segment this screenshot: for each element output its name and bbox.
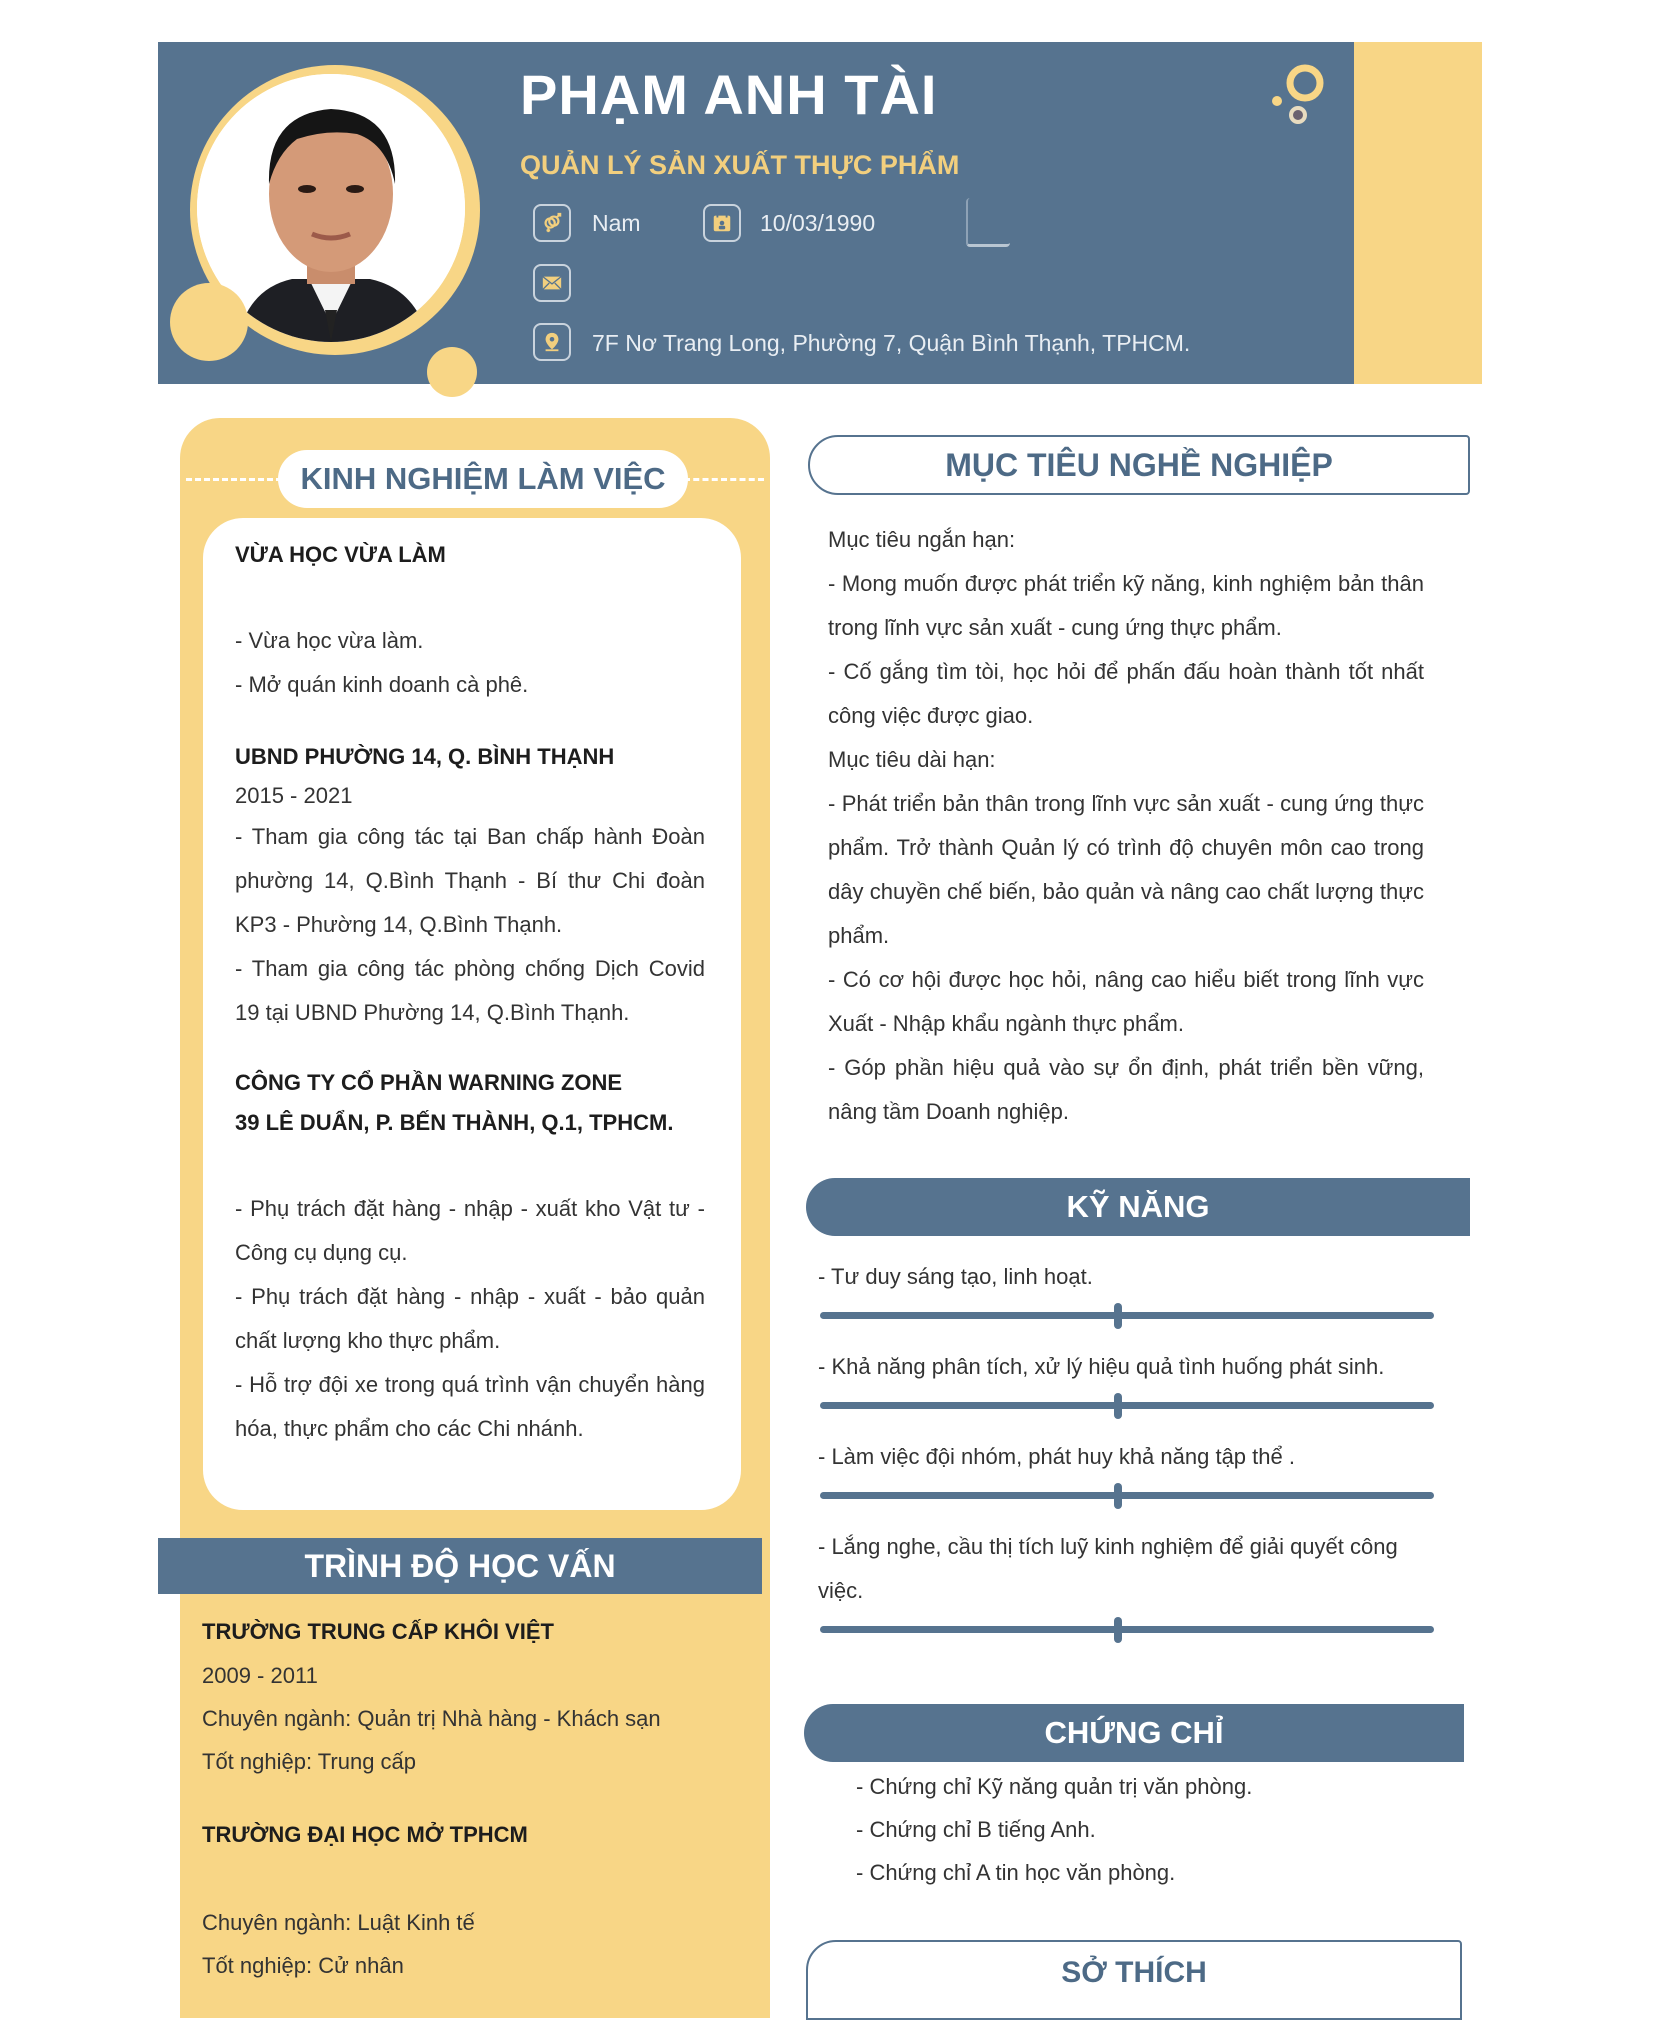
study-period: 2009 - 2011 [202,1663,318,1688]
certificates-list [856,1765,1416,1894]
long-term-label: Mục tiêu dài hạn: [828,747,996,772]
hobbies-section-title: SỞ THÍCH [806,1940,1462,2020]
decor-circle-large [170,283,248,361]
company-name: CÔNG TY CỔ PHẦN WARNING ZONE [235,1070,623,1095]
birthdate-value: 10/03/1990 [760,210,876,236]
degree: Tốt nghiệp: Trung cấp [202,1749,417,1774]
duty-line: - Phụ trách đặt hàng - nhập - xuất kho Vật tư - Công cụ dụng cụ. [235,1196,705,1265]
skills-list [818,1255,1434,1647]
school-name: TRƯỜNG TRUNG CẤP KHÔI VIỆT [202,1619,554,1644]
calendar-icon [703,204,741,242]
company-address: 39 LÊ DUẨN, P. BẾN THÀNH, Q.1, TPHCM. [235,1110,674,1135]
career-goal-section-title: MỤC TIÊU NGHỀ NGHIỆP [808,435,1470,495]
skill-level-bar [818,1613,1434,1647]
company-name: VỪA HỌC VỪA LÀM [235,542,446,567]
duty-line: - Vừa học vừa làm. [235,628,424,653]
skill-level-bar [818,1389,1434,1423]
company-name: UBND PHƯỜNG 14, Q. BÌNH THẠNH [235,744,615,769]
skill-item [818,1525,1434,1647]
skill-label: - Lắng nghe, cầu thị tích luỹ kinh nghiệm để giải quyết công việc. [818,1534,1398,1603]
education-section-title: TRÌNH ĐỘ HỌC VẤN [158,1538,762,1594]
certificates-section-title: CHỨNG CHỈ [804,1704,1464,1762]
redacted-period [202,1857,742,1901]
duty-line: - Mở quán kinh doanh cà phê. [235,672,529,697]
education-list [202,1610,742,1987]
gender-value: Nam [592,210,641,236]
experience-section-title: KINH NGHIỆM LÀM VIỆC [278,450,688,508]
bubbles-decoration-icon [1268,60,1328,130]
certificate-item: - Chứng chỉ A tin học văn phòng. [856,1860,1176,1885]
work-period: 2015 - 2021 [235,783,353,808]
gender-icon [533,204,571,242]
address-value: 7F Nơ Trang Long, Phường 7, Quận Bình Thạnh, TPHCM. [592,330,1191,356]
decor-circle-small [427,347,477,397]
skill-label: - Làm việc đội nhóm, phát huy khả năng tập thể . [818,1444,1295,1469]
header-accent-strip [1354,42,1482,384]
certificate-item: - Chứng chỉ B tiếng Anh. [856,1817,1096,1842]
duty-line: - Tham gia công tác tại Ban chấp hành Đoàn phường 14, Q.Bình Thạnh - Bí thư Chi đoàn KP3 - Phường 14, Q.Bình Thạnh. [235,824,705,937]
education-item [202,1610,742,1783]
skill-level-marker [1114,1393,1122,1419]
phone-icon-redacted [966,198,1010,247]
duty-line: - Hỗ trợ đội xe trong quá trình vận chuyển hàng hóa, thực phẩm cho các Chi nhánh. [235,1372,705,1441]
skill-level-marker [1114,1483,1122,1509]
candidate-name: PHẠM ANH TÀI [520,63,938,126]
goal-line: - Có cơ hội được học hỏi, nâng cao hiểu biết trong lĩnh vực Xuất - Nhập khẩu ngành thực phẩm. [828,967,1424,1036]
career-goal-content [828,518,1424,1134]
skill-label: - Tư duy sáng tạo, linh hoạt. [818,1264,1093,1289]
goal-line: - Mong muốn được phát triển kỹ năng, kinh nghiệm bản thân trong lĩnh vực sản xuất - cung ứng thực phẩm. [828,571,1424,640]
school-name: TRƯỜNG ĐẠI HỌC MỞ TPHCM [202,1822,528,1847]
skill-level-bar [818,1479,1434,1513]
duty-line: - Tham gia công tác phòng chống Dịch Covid 19 tại UBND Phường 14, Q.Bình Thạnh. [235,956,705,1025]
skill-level-marker [1114,1303,1122,1329]
major: Chuyên ngành: Luật Kinh tế [202,1910,475,1935]
redacted-period [235,1143,705,1187]
certificate-item: - Chứng chỉ Kỹ năng quản trị văn phòng. [856,1774,1253,1799]
job-title: QUẢN LÝ SẢN XUẤT THỰC PHẨM [520,150,960,180]
skill-level-bar [818,1299,1434,1333]
title-dash-right [684,478,764,481]
email-icon [533,264,571,302]
major: Chuyên ngành: Quản trị Nhà hàng - Khách sạn [202,1706,661,1731]
goal-line: - Cố gắng tìm tòi, học hỏi để phấn đấu hoàn thành tốt nhất công việc được giao. [828,659,1424,728]
duty-line: - Phụ trách đặt hàng - nhập - xuất - bảo quản chất lượng kho thực phẩm. [235,1284,705,1353]
goal-line: - Phát triển bản thân trong lĩnh vực sản xuất - cung ứng thực phẩm. Trở thành Quản lý có trình độ chuyên môn cao trong dây chuyền chế biến, bảo quản và nâng cao chất lượng thực phẩm. [828,791,1424,948]
experience-item [235,535,705,707]
goal-line: - Góp phần hiệu quả vào sự ổn định, phát triển bền vững, nâng tầm Doanh nghiệp. [828,1055,1424,1124]
redacted-period [235,575,705,619]
title-dash-left [186,478,282,481]
skill-item [818,1255,1434,1333]
experience-list [235,535,705,1451]
short-term-label: Mục tiêu ngắn hạn: [828,527,1016,552]
skill-item [818,1435,1434,1513]
education-item [202,1813,742,1987]
skill-level-marker [1114,1617,1122,1643]
skills-section-title: KỸ NĂNG [806,1178,1470,1236]
skill-item [818,1345,1434,1423]
degree: Tốt nghiệp: Cử nhân [202,1953,404,1978]
experience-item [235,1063,705,1451]
experience-item [235,737,705,1035]
location-icon [533,323,571,361]
skill-label: - Khả năng phân tích, xử lý hiệu quả tình huống phát sinh. [818,1354,1385,1379]
